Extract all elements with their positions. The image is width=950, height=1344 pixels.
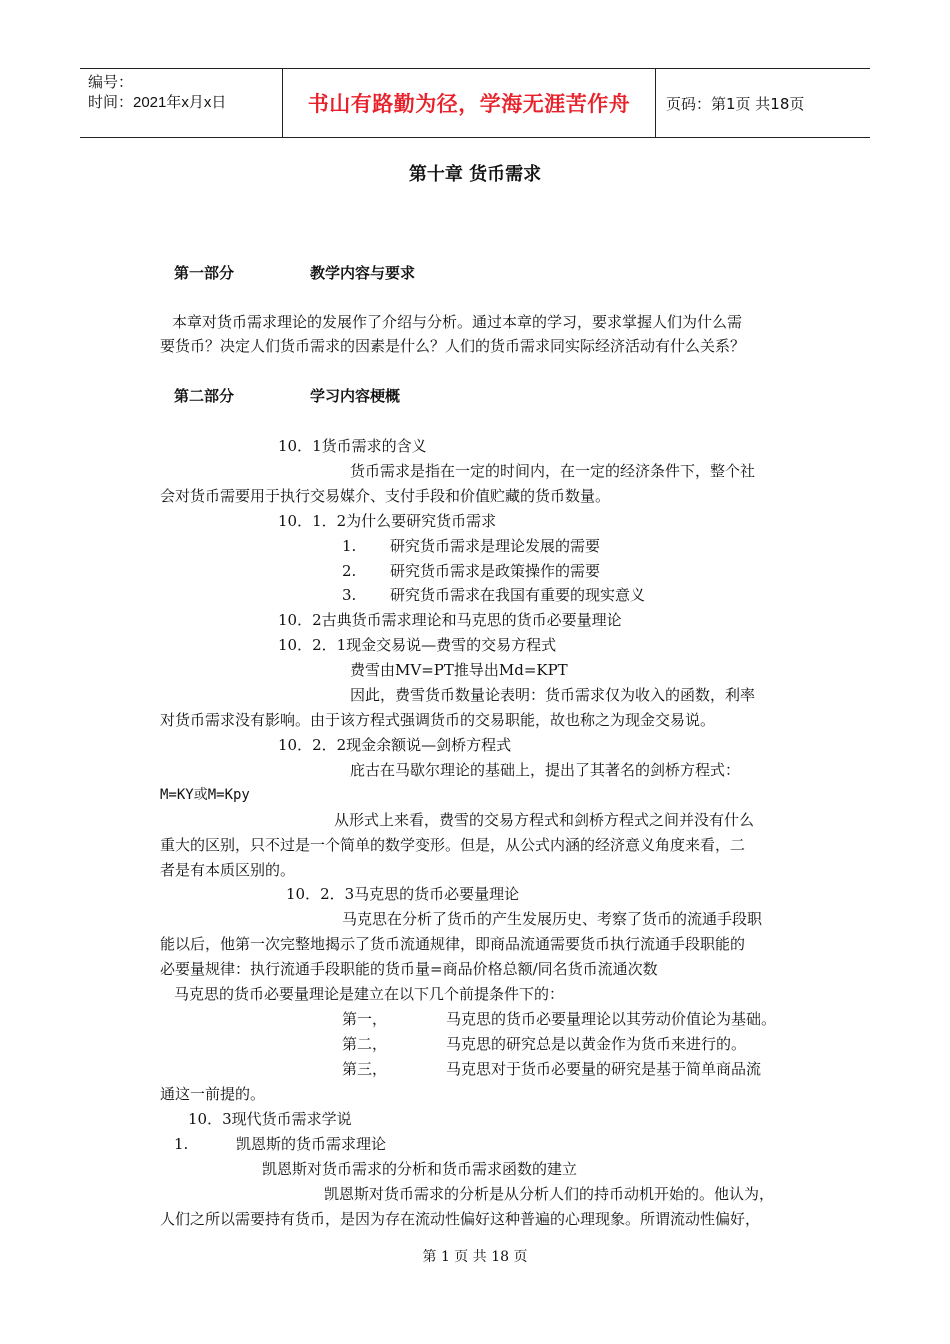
header-motto-cell [282,69,656,137]
list-number: 1. [342,537,357,555]
formula-line: 费雪由MV=PT推导出Md=KPT [350,661,568,679]
list-number: 3. [342,586,357,604]
premise-number: 第三， [342,1060,388,1078]
section-heading: 10．3现代货币需求学说 [188,1110,352,1128]
header-left-cell [80,69,282,137]
paragraph-line: 马克思在分析了货币的产生发展历史、考察了货币的流通手段职 [342,910,763,928]
list-item: 研究货币需求是理论发展的需要 [390,537,601,555]
number-label: 编号： [88,74,134,91]
paragraph-line: 对货币需求没有影响。由于该方程式强调货币的交易职能，故也称之为现金交易说。 [160,711,716,729]
premise-text: 马克思的研究总是以黄金作为货币来进行的。 [446,1035,747,1053]
section-heading: 10．2．1现金交易说—费雪的交易方程式 [278,636,557,654]
premise-text: 马克思的货币必要量理论以其劳动价值论为基础。 [446,1010,777,1028]
header-page-cell [656,69,870,137]
paragraph-line: 要货币？决定人们货币需求的因素是什么？人们的货币需求同实际经济活动有什么关系？ [160,337,746,355]
list-item: 研究货币需求是政策操作的需要 [390,562,601,580]
list-item: 研究货币需求在我国有重要的现实意义 [390,586,646,604]
paragraph-line: 重大的区别，只不过是一个简单的数学变形。但是，从公式内涵的经济意义角度来看，二 [160,836,746,854]
section-heading: 10．2．3马克思的货币必要量理论 [286,885,520,903]
page-footer: 第 1 页 共 18 页 [422,1249,528,1265]
paragraph-line: 因此，费雪货币数量论表明：货币需求仅为收入的函数，利率 [350,686,756,704]
subheading-line: 凯恩斯对货币需求的分析和货币需求函数的建立 [262,1160,578,1178]
part2-label: 第二部分 [174,387,235,405]
paragraph-line: 必要量规律：执行流通手段职能的货币量=商品价格总额/同名货币流通次数 [160,960,658,978]
paragraph-line: 庇古在马歇尔理论的基础上，提出了其著名的剑桥方程式： [350,761,741,779]
part2-title: 学习内容梗概 [310,387,401,405]
premise-number: 第二， [342,1035,388,1053]
header-table [80,68,870,138]
paragraph-line: 通这一前提的。 [160,1085,266,1103]
paragraph-line: 从形式上来看，费雪的交易方程式和剑桥方程式之间并没有什么 [334,811,755,829]
paragraph-line: 马克思的货币必要量理论是建立在以下几个前提条件下的： [174,985,565,1003]
chapter-title: 第十章 货币需求 [408,164,542,185]
part1-label: 第一部分 [174,264,235,282]
premise-text: 马克思对于货币必要量的研究是基于简单商品流 [446,1060,762,1078]
list-number: 2. [342,562,357,580]
paragraph-line: 能以后，他第一次完整地揭示了货币流通规律，即商品流通需要货币执行流通手段职能的 [160,935,746,953]
page-label: 页码：第1页 共18页 [666,94,805,113]
paragraph-line: 本章对货币需求理论的发展作了介绍与分析。通过本章的学习，要求掌握人们为什么需 [172,313,743,331]
part1-title: 教学内容与要求 [310,264,416,282]
paragraph-line: 货币需求是指在一定的时间内，在一定的经济条件下，整个社 [350,462,756,480]
formula-line: M=KY或M=Kpy [160,787,250,803]
list-item: 凯恩斯的货币需求理论 [236,1135,387,1153]
paragraph-line: 人们之所以需要持有货币，是因为存在流动性偏好这种普遍的心理现象。所谓流动性偏好， [160,1210,761,1228]
paragraph-line: 凯恩斯对货币需求的分析是从分析人们的持币动机开始的。他认为， [324,1185,775,1203]
list-number: 1. [174,1135,189,1153]
section-heading: 10．2古典货币需求理论和马克思的货币必要量理论 [278,611,622,629]
paragraph-line: 者是有本质区别的。 [160,861,296,879]
section-heading: 10．1货币需求的含义 [278,437,427,455]
paragraph-line: 会对货币需要用于执行交易媒介、支付手段和价值贮藏的货币数量。 [160,487,611,505]
time-label: 时间：2021年x月x日 [88,94,227,111]
section-heading: 10．1．2为什么要研究货币需求 [278,512,497,530]
motto-text: 书山有路勤为径，学海无涯苦作舟 [307,92,631,116]
premise-number: 第一， [342,1010,388,1028]
section-heading: 10．2．2现金余额说—剑桥方程式 [278,736,512,754]
